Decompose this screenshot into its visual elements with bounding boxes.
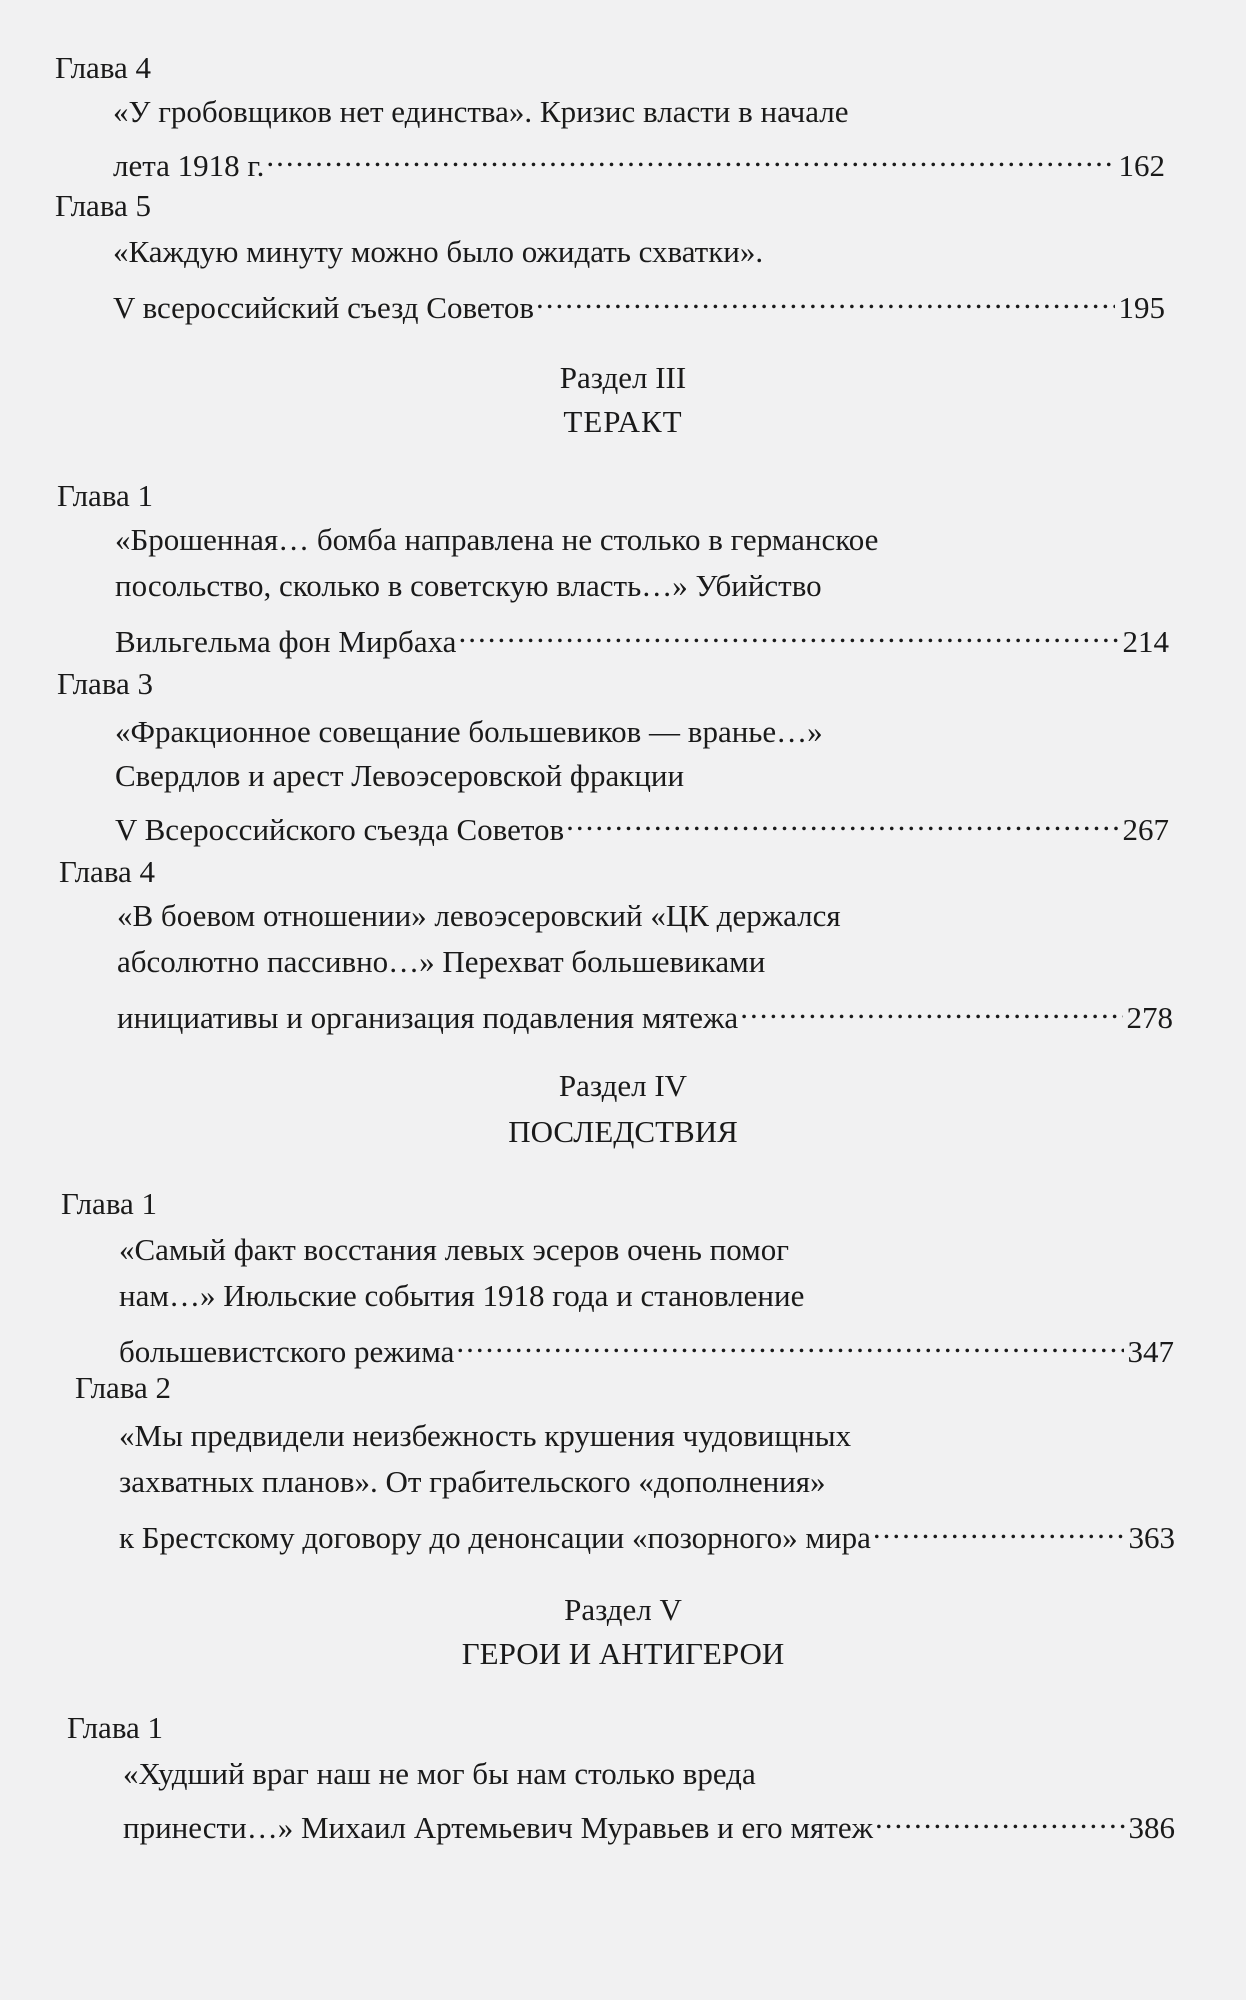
dot-leader	[875, 1798, 1125, 1838]
toc-entry-line	[119, 1508, 1175, 1558]
chapter-title-last-line: Вильгельма фон Мирбаха	[115, 624, 457, 659]
section-label: Раздел V	[564, 1592, 682, 1627]
toc-entry-line	[117, 988, 1173, 1038]
page-number: 347	[1127, 1334, 1174, 1369]
chapter-label: Глава 1	[57, 478, 154, 513]
chapter-title-line: абсолютно пассивно…» Перехват большевиками	[117, 944, 766, 979]
chapter-title-line: «Самый факт восстания левых эсеров очень помог	[119, 1232, 789, 1267]
chapter-title-last-line: к Брестскому договору до денонсации «позорного» мира	[119, 1520, 871, 1555]
chapter-title-last-line: принести…» Михаил Артемьевич Муравьев и его мятеж	[123, 1810, 873, 1845]
dot-leader	[456, 1322, 1123, 1362]
dot-leader	[458, 612, 1118, 652]
toc-entry-line	[115, 612, 1169, 662]
chapter-title-last-line: лета 1918 г.	[113, 148, 265, 183]
toc-entry-line	[115, 800, 1169, 850]
section-title: ПОСЛЕДСТВИЯ	[508, 1114, 738, 1149]
chapter-title-line: «Мы предвидели неизбежность крушения чудовищных	[119, 1418, 852, 1453]
section-title: ТЕРАКТ	[563, 404, 683, 439]
chapter-title-last-line: V Всероссийского съезда Советов	[115, 812, 565, 847]
chapter-label: Глава 3	[57, 666, 154, 701]
chapter-label: Глава 1	[61, 1186, 158, 1221]
page-number: 214	[1122, 624, 1169, 659]
dot-leader	[873, 1508, 1125, 1548]
chapter-title-line: захватных планов». От грабительского «дополнения»	[119, 1464, 826, 1499]
chapter-label: Глава 1	[67, 1710, 164, 1745]
dot-leader	[536, 278, 1115, 318]
chapter-title-last-line: V всероссийский съезд Советов	[113, 290, 534, 325]
chapter-label: Глава 4	[55, 50, 152, 85]
chapter-title-last-line: большевистского режима	[119, 1334, 455, 1369]
toc-entry-line	[113, 136, 1165, 186]
dot-leader	[740, 988, 1122, 1028]
section-title: ГЕРОИ И АНТИГЕРОИ	[461, 1636, 785, 1671]
chapter-title-line: посольство, сколько в советскую власть…» Убийство	[115, 568, 822, 603]
dot-leader	[266, 136, 1114, 176]
section-label: Раздел IV	[558, 1068, 688, 1103]
chapter-title-line: «Худший враг наш не мог бы нам столько вреда	[123, 1756, 756, 1791]
section-label: Раздел III	[559, 360, 687, 395]
chapter-title-line: «У гробовщиков нет единства». Кризис власти в начале	[113, 94, 849, 129]
chapter-title-line: «В боевом отношении» левоэсеровский «ЦК держался	[117, 898, 841, 933]
chapter-label: Глава 4	[59, 854, 156, 889]
chapter-title-line: Свердлов и арест Левоэсеровской фракции	[115, 758, 685, 793]
chapter-title-last-line: инициативы и организация подавления мятежа	[117, 1000, 739, 1035]
dot-leader	[566, 800, 1118, 840]
chapter-title-line: «Фракционное совещание большевиков — вранье…»	[115, 714, 823, 749]
chapter-label: Глава 5	[55, 188, 152, 223]
toc-entry-line	[113, 278, 1165, 328]
page-number: 162	[1118, 148, 1165, 183]
page-number: 363	[1128, 1520, 1175, 1555]
toc-entry-line	[119, 1322, 1174, 1372]
page-number: 278	[1126, 1000, 1173, 1035]
chapter-title-line: нам…» Июльские события 1918 года и становление	[119, 1278, 805, 1313]
chapter-title-line: «Брошенная… бомба направлена не столько в германское	[115, 522, 879, 557]
chapter-label: Глава 2	[75, 1370, 172, 1405]
toc-entry-line	[123, 1798, 1175, 1848]
page-number: 195	[1118, 290, 1165, 325]
page-number: 386	[1128, 1810, 1175, 1845]
chapter-title-line: «Каждую минуту можно было ожидать схватки».	[113, 234, 764, 269]
page-number: 267	[1122, 812, 1169, 847]
